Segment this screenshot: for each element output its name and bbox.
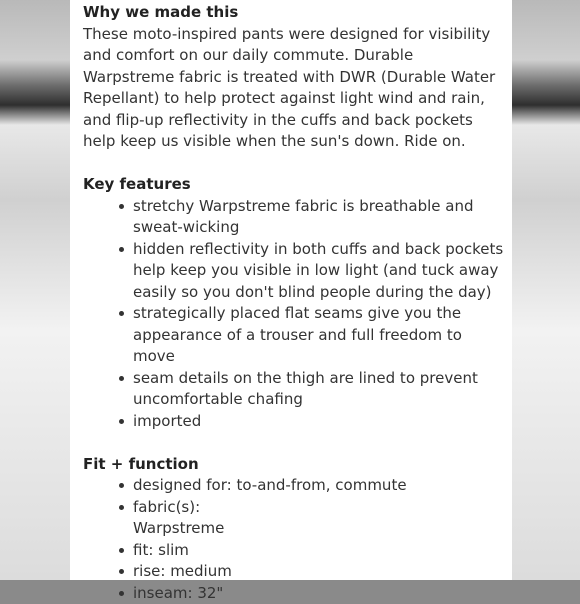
list-item: designed for: to-and-from, commute	[119, 475, 508, 497]
list-item: stretchy Warpstreme fabric is breathable and sweat-wicking	[119, 196, 508, 239]
list-item: Warpstreme	[119, 518, 508, 540]
fit-function-section	[83, 454, 508, 604]
why-we-made-this-body: These moto-inspired pants were designed for visibility and comfort on our daily commute. Durable Warpstreme fabric is treated with DWR (Durable Water Repellant) to help protect against light wind and rain, and flip-up reflectivity in the cuffs and back pockets help keep us visible when the sun's down. Ride on.	[83, 24, 508, 153]
list-item: fabric(s):	[119, 497, 508, 519]
fit-function-list	[83, 475, 508, 604]
key-features-list	[83, 196, 508, 433]
product-details-content	[83, 0, 508, 604]
fit-function-heading: Fit + function	[83, 454, 508, 476]
list-item: strategically placed flat seams give you the appearance of a trouser and full freedom to move	[119, 303, 508, 368]
list-item: rise: medium	[119, 561, 508, 583]
key-features-heading: Key features	[83, 174, 508, 196]
why-we-made-this-heading: Why we made this	[83, 2, 508, 24]
key-features-section	[83, 174, 508, 432]
list-item: seam details on the thigh are lined to prevent uncomfortable chafing	[119, 368, 508, 411]
list-item: fit: slim	[119, 540, 508, 562]
list-item: hidden reflectivity in both cuffs and back pockets help keep you visible in low light (and tuck away easily so you don't blind people during the day)	[119, 239, 508, 304]
product-details-panel	[70, 0, 512, 580]
list-item: imported	[119, 411, 508, 433]
list-item: inseam: 32"	[119, 583, 508, 604]
